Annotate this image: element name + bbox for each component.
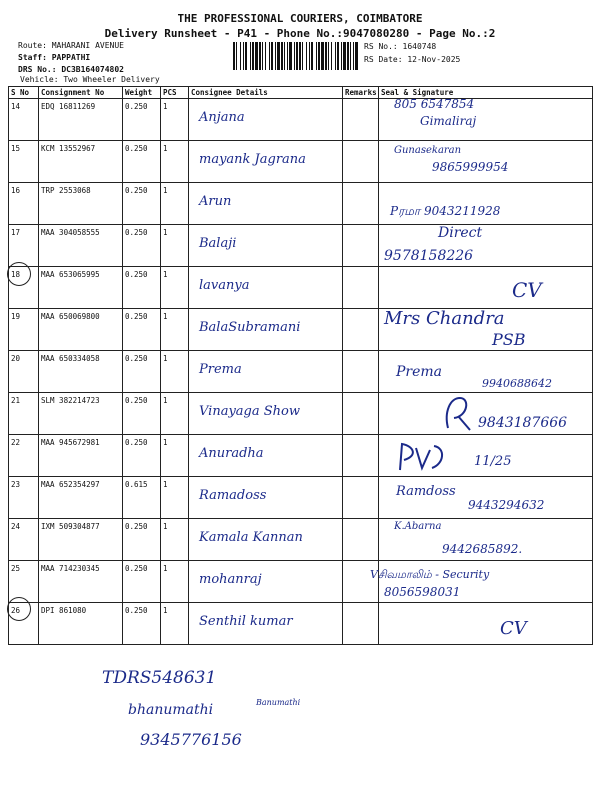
cell-pcs: 1	[161, 477, 189, 519]
cell-remarks	[343, 519, 379, 561]
barcode-bar	[236, 42, 237, 70]
barcode-bar	[277, 42, 280, 70]
sig-18: CV	[512, 278, 542, 302]
sig-14-name: Gimaliraj	[420, 114, 477, 128]
cell-sno: 17	[9, 225, 39, 267]
cell-consignee	[189, 183, 343, 225]
barcode-bar	[296, 42, 298, 70]
cell-pcs: 1	[161, 603, 189, 645]
sig-23-phone: 9443294632	[468, 498, 545, 512]
barcode-bar	[343, 42, 346, 70]
table-row	[9, 183, 593, 225]
cell-sno: 26	[9, 603, 39, 645]
cell-pcs: 1	[161, 393, 189, 435]
cell-remarks	[343, 225, 379, 267]
cell-weight: 0.250	[123, 393, 161, 435]
col-pcs: PCS	[161, 87, 189, 99]
cell-weight: 0.250	[123, 99, 161, 141]
cell-consignee	[189, 99, 343, 141]
staff-label: Staff: PAPPATHI	[18, 53, 91, 62]
cell-sno: 22	[9, 435, 39, 477]
cell-pcs: 1	[161, 351, 189, 393]
consignee-handwriting: Vinayaga Show	[199, 404, 300, 419]
barcode-bar	[335, 42, 336, 70]
barcode-bar	[245, 42, 247, 70]
cell-consignment-no: MAA 945672981	[39, 435, 123, 477]
table-row	[9, 225, 593, 267]
barcode-image	[232, 42, 358, 70]
cell-sno: 16	[9, 183, 39, 225]
cell-consignment-no: MAA 653065995	[39, 267, 123, 309]
note-drs-number: TDRS548631	[102, 668, 217, 688]
cell-sno: 18	[9, 267, 39, 309]
table-header-row	[9, 87, 593, 99]
cell-pcs: 1	[161, 561, 189, 603]
cell-consignee	[189, 561, 343, 603]
cell-sno: 19	[9, 309, 39, 351]
cell-consignee	[189, 519, 343, 561]
cell-consignment-no: MAA 714230345	[39, 561, 123, 603]
barcode-bar	[233, 42, 235, 70]
sig-15-name: Gunasekaran	[394, 145, 462, 156]
consignee-handwriting: BalaSubramani	[199, 320, 301, 335]
barcode-bar	[318, 42, 320, 70]
sig-23-name: Ramdoss	[396, 484, 456, 499]
consignee-handwriting: Ramadoss	[199, 488, 267, 503]
barcode-bar	[309, 42, 310, 70]
cell-weight: 0.250	[123, 225, 161, 267]
drs-number: DRS No.: DC3B164074802	[18, 65, 124, 74]
cell-weight: 0.250	[123, 309, 161, 351]
cell-pcs: 1	[161, 183, 189, 225]
barcode-bar	[353, 42, 354, 70]
cell-remarks	[343, 435, 379, 477]
cell-weight: 0.250	[123, 141, 161, 183]
cell-pcs: 1	[161, 267, 189, 309]
sig-25-phone: 8056598031	[384, 585, 461, 599]
cell-weight: 0.250	[123, 351, 161, 393]
barcode-bar	[306, 42, 307, 70]
cell-consignment-no: SLM 382214723	[39, 393, 123, 435]
note-name: bhanumathi	[128, 702, 214, 718]
sig-25-name: Vசிவமாலிம் - Security	[370, 568, 490, 581]
barcode-bar	[269, 42, 270, 70]
consignee-handwriting: Anuradha	[199, 446, 264, 461]
cell-consignment-no: MAA 650334058	[39, 351, 123, 393]
cell-consignment-no: KCM 13552967	[39, 141, 123, 183]
sig-24-name: K.Abarna	[394, 521, 442, 532]
col-signature: Seal & Signature	[379, 87, 593, 99]
barcode-bar	[328, 42, 329, 70]
sig-17-direct: Direct	[438, 225, 483, 241]
sig-20-name: Prema	[396, 364, 443, 380]
barcode-bar	[250, 42, 251, 70]
col-remarks: Remarks	[343, 87, 379, 99]
cell-consignee	[189, 309, 343, 351]
cell-consignment-no: EDQ 16811269	[39, 99, 123, 141]
consignee-handwriting: Senthil kumar	[199, 614, 293, 629]
rs-date: RS Date: 12-Nov-2025	[364, 55, 461, 64]
barcode-bar	[281, 42, 283, 70]
sig-16: Pரமா 9043211928	[390, 204, 501, 218]
barcode-bar	[325, 42, 327, 70]
note-phone: 9345776156	[140, 730, 242, 749]
cell-pcs: 1	[161, 519, 189, 561]
cell-sno: 14	[9, 99, 39, 141]
consignee-handwriting: Arun	[199, 194, 232, 209]
barcode-bar	[331, 42, 332, 70]
barcode-bar	[275, 42, 276, 70]
cell-remarks	[343, 477, 379, 519]
sig-24-phone: 9442685892.	[442, 542, 523, 556]
consignee-handwriting: mohanraj	[199, 572, 262, 587]
col-consignee: Consignee Details	[189, 87, 343, 99]
cell-consignee	[189, 351, 343, 393]
table-row	[9, 99, 593, 141]
company-name: THE PROFESSIONAL COURIERS, COIMBATORE	[177, 12, 423, 25]
barcode-bar	[289, 42, 292, 70]
cell-sno: 21	[9, 393, 39, 435]
consignee-handwriting: lavanya	[199, 278, 250, 293]
cell-sno: 15	[9, 141, 39, 183]
sig-15-phone: 9865999954	[432, 160, 509, 174]
cell-sno: 20	[9, 351, 39, 393]
consignee-handwriting: Kamala Kannan	[199, 530, 303, 545]
cell-pcs: 1	[161, 99, 189, 141]
col-sno: S No	[9, 87, 39, 99]
sig-19-name: Mrs Chandra	[384, 308, 505, 329]
cell-consignment-no: MAA 304058555	[39, 225, 123, 267]
cell-pcs: 1	[161, 309, 189, 351]
cell-sno: 24	[9, 519, 39, 561]
cell-remarks	[343, 183, 379, 225]
cell-weight: 0.615	[123, 477, 161, 519]
cell-consignee	[189, 141, 343, 183]
table-row	[9, 267, 593, 309]
cell-pcs: 1	[161, 435, 189, 477]
barcode-bar	[316, 42, 317, 70]
barcode-bar	[321, 42, 324, 70]
cell-consignee	[189, 267, 343, 309]
cell-consignment-no: MAA 652354297	[39, 477, 123, 519]
cell-signature	[379, 603, 593, 645]
cell-consignee	[189, 603, 343, 645]
barcode-bar	[347, 42, 349, 70]
cell-signature	[379, 267, 593, 309]
runsheet-title: Delivery Runsheet - P41 - Phone No.:9047080280 - Page No.:2	[104, 27, 496, 40]
consignee-handwriting: Balaji	[199, 236, 237, 251]
barcode-bar	[265, 42, 266, 70]
table-row	[9, 561, 593, 603]
barcode-bar	[255, 42, 258, 70]
sig-22-date: 11/25	[474, 454, 512, 469]
cell-remarks	[343, 99, 379, 141]
sig-26: CV	[500, 618, 527, 639]
sig-19-psb: PSB	[492, 330, 526, 349]
cell-weight: 0.250	[123, 183, 161, 225]
consignee-handwriting: Anjana	[199, 110, 245, 125]
cell-consignee	[189, 393, 343, 435]
barcode-bar	[294, 42, 295, 70]
cell-consignee	[189, 435, 343, 477]
barcode-bar	[311, 42, 313, 70]
cell-pcs: 1	[161, 225, 189, 267]
barcode-bar	[287, 42, 288, 70]
consignee-handwriting: Prema	[199, 362, 242, 377]
sig-20-phone: 9940688642	[482, 377, 552, 390]
row-26-circle-mark	[7, 597, 31, 621]
cell-weight: 0.250	[123, 603, 161, 645]
barcode-bar	[341, 42, 342, 70]
sig-21-mark	[440, 392, 480, 434]
cell-weight: 0.250	[123, 519, 161, 561]
cell-weight: 0.250	[123, 561, 161, 603]
barcode-bar	[259, 42, 261, 70]
barcode-bar	[271, 42, 273, 70]
barcode-bar	[240, 42, 241, 70]
cell-sno: 25	[9, 561, 39, 603]
cell-remarks	[343, 267, 379, 309]
cell-consignee	[189, 225, 343, 267]
cell-pcs: 1	[161, 141, 189, 183]
cell-remarks	[343, 309, 379, 351]
barcode-bar	[350, 42, 351, 70]
sig-21-phone: 9843187666	[478, 415, 568, 431]
cell-remarks	[343, 351, 379, 393]
cell-remarks	[343, 393, 379, 435]
barcode-bar	[355, 42, 358, 70]
cell-weight: 0.250	[123, 435, 161, 477]
route-label: Route: MAHARANI AVENUE	[18, 41, 124, 50]
barcode-bar	[262, 42, 263, 70]
cell-consignment-no: MAA 650069800	[39, 309, 123, 351]
note-name-signature: Banumathi	[256, 698, 301, 707]
barcode-bar	[243, 42, 244, 70]
cell-weight: 0.250	[123, 267, 161, 309]
cell-consignment-no: TRP 2553068	[39, 183, 123, 225]
col-weight: Weight	[123, 87, 161, 99]
cell-consignment-no: IXM 509304877	[39, 519, 123, 561]
row-18-circle-mark	[7, 262, 31, 286]
consignee-handwriting: mayank Jagrana	[199, 152, 306, 167]
barcode-bar	[337, 42, 339, 70]
sig-17-phone: 9578158226	[384, 248, 474, 264]
barcode-bar	[252, 42, 254, 70]
rs-number: RS No.: 1640748	[364, 42, 437, 51]
cell-consignment-no: DPI 861080	[39, 603, 123, 645]
cell-sno: 23	[9, 477, 39, 519]
barcode-bar	[284, 42, 285, 70]
cell-remarks	[343, 141, 379, 183]
sig-14-phone: 805 6547854	[394, 97, 475, 111]
barcode-bar	[302, 42, 303, 70]
sig-22-mark	[396, 438, 456, 474]
col-consignment: Consignment No	[39, 87, 123, 99]
vehicle-label: Vehicle: Two Wheeler Delivery	[20, 75, 160, 84]
cell-consignee	[189, 477, 343, 519]
cell-remarks	[343, 603, 379, 645]
barcode-bar	[299, 42, 301, 70]
